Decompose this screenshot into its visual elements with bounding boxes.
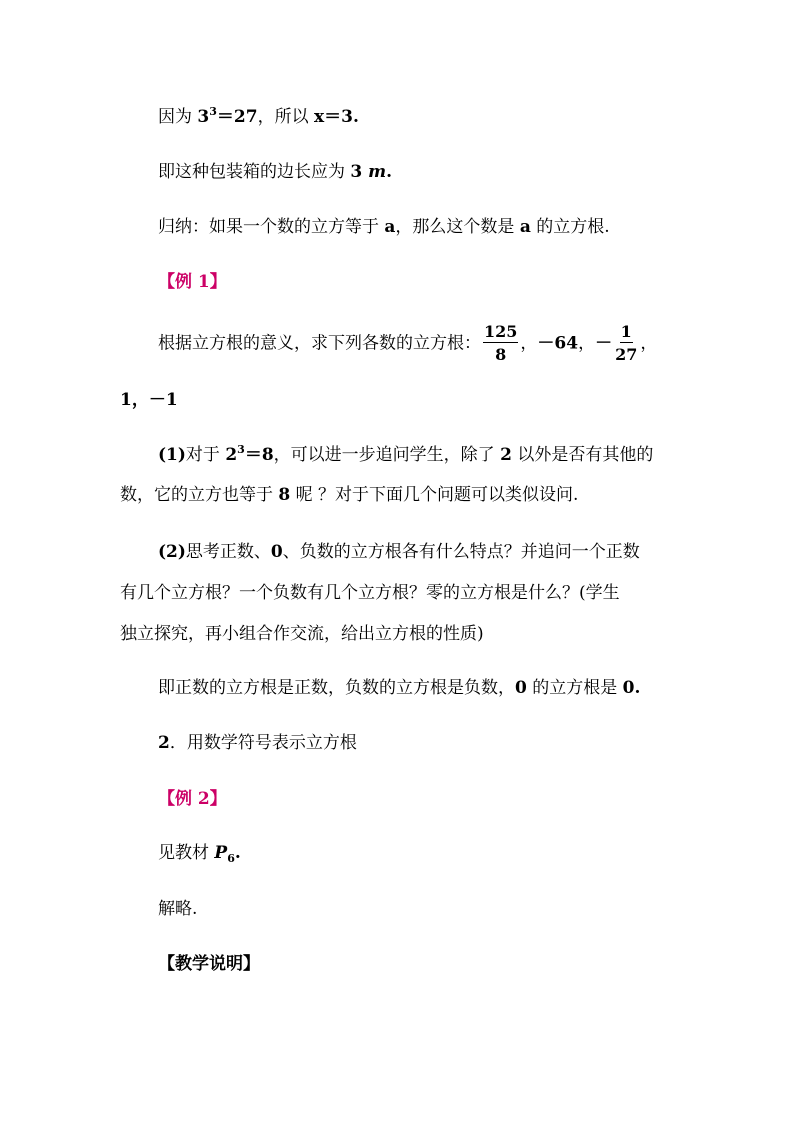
line-note-2a <box>158 541 640 563</box>
line-textbook-ref <box>158 842 241 864</box>
period: . <box>234 843 241 863</box>
comma: ， <box>578 333 596 354</box>
line-conclusion <box>158 677 640 699</box>
variable: a <box>519 217 531 237</box>
number: 2 <box>500 445 512 465</box>
example-1-heading: 【例 1】 <box>158 272 227 292</box>
item-number: (2) <box>158 542 186 562</box>
number: 8 <box>278 485 291 505</box>
text: 的立方根是 <box>526 678 623 698</box>
numerator: 1 <box>620 322 632 341</box>
denominator: 27 <box>615 345 638 364</box>
item-number: (1) <box>158 445 186 465</box>
line-note-2b: 有几个立方根？一个负数有几个立方根？零的立方根是什么？(学生 <box>120 583 620 603</box>
exponent: 3 <box>237 443 245 456</box>
base: 3 <box>197 107 210 127</box>
line-example-1-question <box>158 322 657 365</box>
fraction-125-8 <box>483 322 518 365</box>
section-title: ．用数学符号表示立方根 <box>169 733 357 753</box>
equation: ＝27 <box>216 107 258 127</box>
number: 0 <box>515 678 527 698</box>
text: 对于 <box>185 445 226 465</box>
exponent: 3 <box>209 105 217 118</box>
teaching-notes-heading: 【教学说明】 <box>158 954 260 974</box>
numerator: 125 <box>484 322 518 341</box>
text: 因为 <box>158 107 198 127</box>
text: 的立方根. <box>530 217 610 237</box>
comma: ， <box>520 333 538 354</box>
number: 0. <box>622 678 641 698</box>
line-box-edge <box>158 161 392 183</box>
line-note-1b <box>120 484 578 506</box>
period: . <box>386 162 393 182</box>
page-letter: P <box>214 843 228 863</box>
text: 、负数的立方根各有什么特点？并追问一个正数 <box>282 542 640 562</box>
line-example-1-values: 1，－1 <box>120 390 178 410</box>
text: 归纳：如果一个数的立方等于 <box>158 217 385 237</box>
number: 0 <box>270 542 283 562</box>
text: 数，它的立方也等于 <box>120 485 279 505</box>
text: 即这种包装箱的边长应为 <box>158 162 351 182</box>
line-summary <box>158 216 610 238</box>
minus-sign: － <box>595 333 613 354</box>
example-2-heading: 【例 2】 <box>158 789 227 809</box>
number: 3 <box>350 162 369 182</box>
line-note-2c: 独立探究，再小组合作交流，给出立方根的性质) <box>120 624 484 644</box>
text: 根据立方根的意义，求下列各数的立方根： <box>158 333 481 354</box>
line-note-1a <box>158 444 653 466</box>
text: 以外是否有其他的 <box>511 445 654 465</box>
comma: ， <box>640 333 658 354</box>
section-number: 2 <box>158 733 170 753</box>
number: －64 <box>537 333 579 354</box>
line-cube-27 <box>158 106 359 128</box>
text: ，那么这个数是 <box>395 217 520 237</box>
unit: m <box>368 162 387 182</box>
equation: ＝8 <box>244 445 274 465</box>
page-number: 6 <box>227 852 235 865</box>
text: 见教材 <box>158 843 215 863</box>
variable: a <box>384 217 396 237</box>
text: 呢 ？对于下面几个问题可以类似设问. <box>290 485 579 505</box>
text: 即正数的立方根是正数，负数的立方根是负数， <box>158 678 515 698</box>
equation: x＝3. <box>313 107 359 127</box>
denominator: 8 <box>495 345 507 364</box>
section-heading-2 <box>158 732 357 754</box>
fraction-1-27 <box>614 322 638 365</box>
line-solution: 解略. <box>158 899 198 919</box>
text: ，所以 <box>257 107 314 127</box>
text: 思考正数、 <box>185 542 271 562</box>
base: 2 <box>225 445 238 465</box>
text: ，可以进一步追问学生，除了 <box>273 445 501 465</box>
